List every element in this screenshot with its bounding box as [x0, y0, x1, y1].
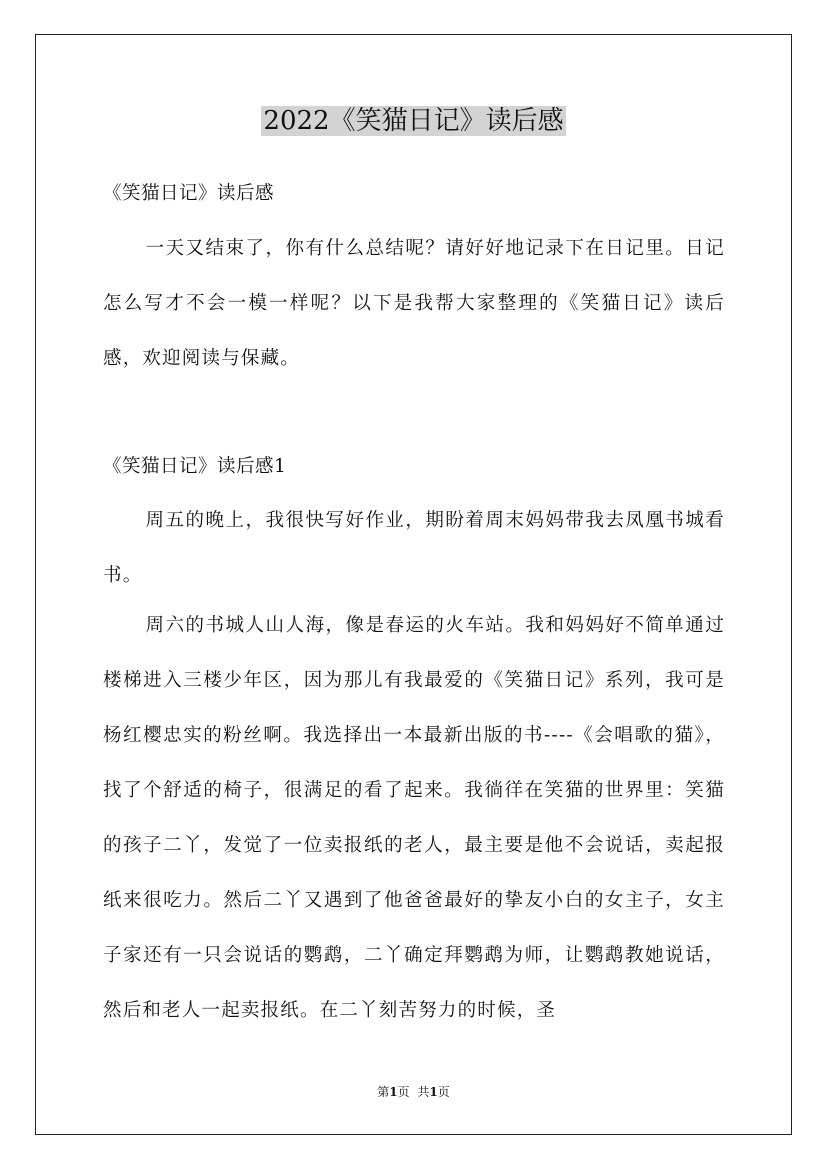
page-footer [0, 1082, 827, 1102]
section-heading: 《笑猫日记》读后感 [103, 183, 275, 204]
intro-paragraph: 一天又结束了，你有什么总结呢？请好好地记录下在日记里。日记怎么写才不会一模一样呢？以下是我帮大家整理的《笑猫日记》读后感，欢迎阅读与保藏。 [103, 238, 725, 369]
body-paragraph: 周五的晚上，我很快写好作业，期盼着周末妈妈带我去凤凰书城看书。 [103, 510, 725, 586]
document-title-text: 2022《笑猫日记》读后感 [263, 106, 564, 136]
body-paragraph: 周六的书城人山人海，像是春运的火车站。我和妈妈好不简单通过楼梯进入三楼少年区，因为那儿有我最爱的《笑猫日记》系列，我可是杨红樱忠实的粉丝啊。我选择出一本最新出版的书----《会唱歌的猫》，找了个舒适的椅子，很满足的看了起来。我徜徉在笑猫的世界里：笑猫的孩子二丫，发觉了一位卖报纸的老人，最主要是他不会说话，卖起报纸来很吃力。然后二丫又遇到了他爸爸最好的挚友小白的女主子，女主子家还有一只会说话的鹦鹉，二丫确定拜鹦鹉为师，让鹦鹉教她说话，然后和老人一起卖报纸。在二丫刻苦努力的时候，圣 [103, 615, 725, 1021]
footer-page-prefix: 第 [377, 1085, 390, 1099]
footer-total-prefix: 共 [417, 1085, 430, 1099]
document-title [0, 100, 827, 142]
footer-total-suffix: 页 [437, 1085, 450, 1099]
sub-heading: 《笑猫日记》读后感1 [103, 456, 287, 477]
footer-total-number: 1 [429, 1085, 438, 1099]
footer-page-number: 1 [389, 1085, 398, 1099]
footer-page-suffix: 页 [397, 1085, 410, 1099]
